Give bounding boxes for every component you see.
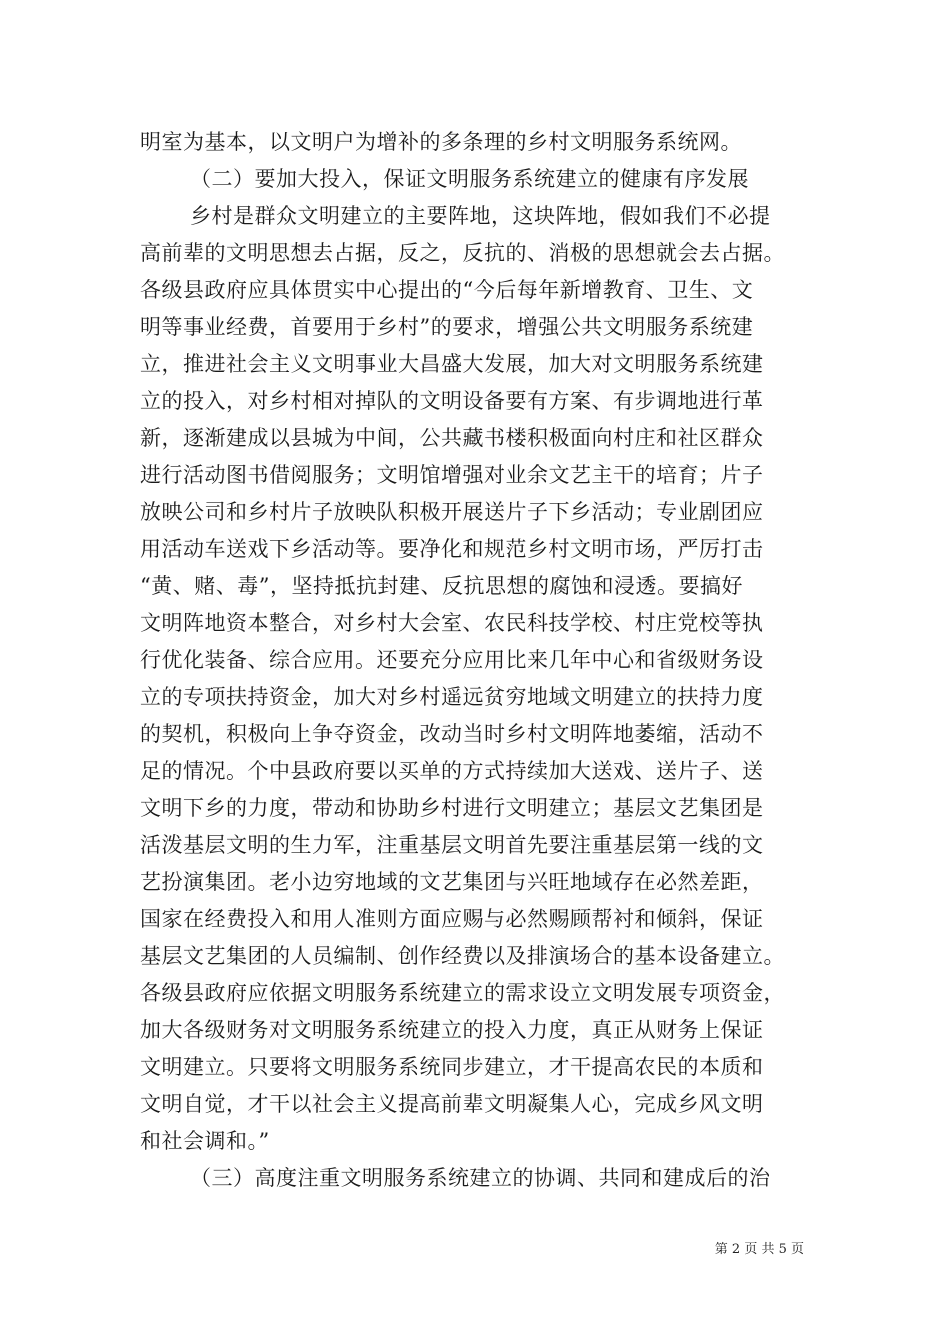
text-line-28: 和社会调和。”	[140, 1129, 270, 1153]
text-line-19: 文明下乡的力度，带动和协助乡村进行文明建立；基层文艺集团是	[140, 796, 764, 820]
text-line-25: 加大各级财务对文明服务系统建立的投入力度，真正从财务上保证	[140, 1018, 764, 1042]
page-number: 第 2 页 共 5 页	[714, 1242, 804, 1257]
text-line-15: 行优化装备、综合应用。还要充分应用比来几年中心和省级财务设	[140, 648, 764, 672]
text-line-18: 足的情况。个中县政府要以买单的方式持续加大送戏、送片子、送	[140, 759, 764, 783]
text-line-4: 高前辈的文明思想去占据，反之，反抗的、消极的思想就会去占据。	[140, 241, 785, 265]
text-line-6: 明等事业经费，首要用于乡村”的要求，增强公共文明服务系统建	[140, 315, 754, 339]
text-line-27: 文明自觉，才干以社会主义提高前辈文明凝集人心，完成乡风文明	[140, 1092, 764, 1116]
text-line-13: “黄、赌、毒”，坚持抵抗封建、反抗思想的腐蚀和浸透。要搞好	[140, 574, 743, 598]
text-line-1: 明室为基本，以文明户为增补的多条理的乡村文明服务系统网。	[140, 130, 742, 154]
text-line-17: 的契机，积极向上争夺资金，改动当时乡村文明阵地萎缩，活动不	[140, 722, 764, 746]
text-line-20: 活泼基层文明的生力军，注重基层文明首先要注重基层第一线的文	[140, 833, 764, 857]
text-line-16: 立的专项扶持资金，加大对乡村遥远贫穷地域文明建立的扶持力度	[140, 685, 764, 709]
text-line-14: 文明阵地资本整合，对乡村大会室、农民科技学校、村庄党校等执	[140, 611, 764, 635]
text-line-7: 立，推进社会主义文明事业大昌盛大发展，加大对文明服务系统建	[140, 352, 764, 376]
text-line-24: 各级县政府应依据文明服务系统建立的需求设立文明发展专项资金，	[140, 981, 785, 1005]
text-line-12: 用活动车送戏下乡活动等。要净化和规范乡村文明市场，严厉打击	[140, 537, 764, 561]
text-line-5: 各级县政府应具体贯实中心提出的“今后每年新增教育、卫生、文	[140, 278, 754, 302]
text-line-8: 立的投入，对乡村相对掉队的文明设备要有方案、有步调地进行革	[140, 389, 764, 413]
text-line-3: 乡村是群众文明建立的主要阵地，这块阵地，假如我们不必提	[190, 204, 771, 228]
text-line-11: 放映公司和乡村片子放映队积极开展送片子下乡活动；专业剧团应	[140, 500, 764, 524]
text-line-23: 基层文艺集团的人员编制、创作经费以及排演场合的基本设备建立。	[140, 944, 785, 968]
section-heading-3: （三）高度注重文明服务系统建立的协调、共同和建成后的治	[190, 1166, 771, 1190]
text-line-10: 进行活动图书借阅服务；文明馆增强对业余文艺主干的培育；片子	[140, 463, 764, 487]
section-heading-2: （二）要加大投入，保证文明服务系统建立的健康有序发展	[190, 167, 749, 191]
text-line-26: 文明建立。只要将文明服务系统同步建立，才干提高农民的本质和	[140, 1055, 764, 1079]
text-line-21: 艺扮演集团。老小边穷地域的文艺集团与兴旺地域存在必然差距，	[140, 870, 764, 894]
text-line-9: 新，逐渐建成以县城为中间，公共藏书楼积极面向村庄和社区群众	[140, 426, 764, 450]
text-line-22: 国家在经费投入和用人准则方面应赐与必然赐顾帮衬和倾斜，保证	[140, 907, 764, 931]
